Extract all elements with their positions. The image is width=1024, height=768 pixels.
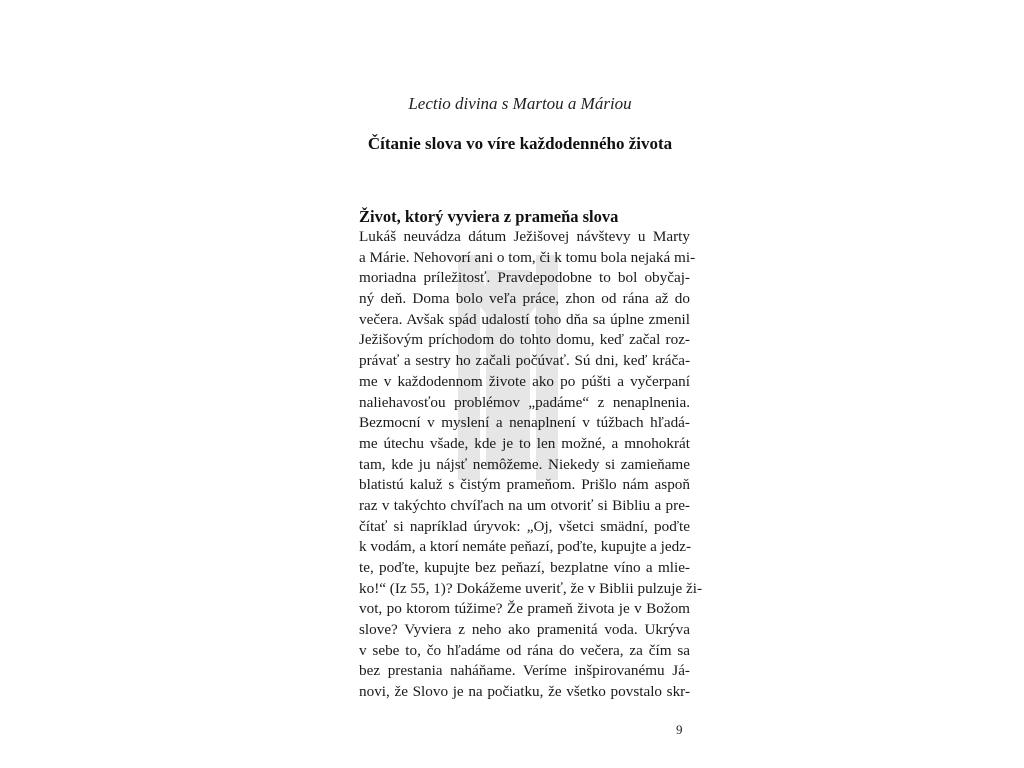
page-number: 9 — [676, 722, 683, 737]
body-paragraph — [359, 227, 703, 703]
text-line: ko!“ (Iz 55, 1)? Dokážeme uveriť, že v Biblii pulzuje ži- — [359, 579, 703, 597]
text-line: moriadna príležitosť. Pravdepodobne to bol obyčaj- — [359, 269, 690, 287]
running-title: Lectio divina s Martou a Máriou — [408, 94, 632, 113]
text-line: ný deň. Doma bolo veľa práce, zhon od rána až do — [359, 290, 690, 308]
section-heading: Život, ktorý vyviera z prameňa slova — [359, 207, 619, 226]
text-line: večera. Avšak spád udalostí toho dňa sa úplne zmenil — [359, 310, 690, 328]
text-line: čítať si napríklad úryvok: „Oj, všetci smädní, poďte — [359, 517, 690, 535]
text-line: právať a sestry ho začali počúvať. Sú dni, keď kráča- — [359, 352, 690, 370]
text-line: novi, že Slovo je na počiatku, že všetko povstalo skr- — [359, 683, 690, 701]
text-line: Ježišovým príchodom do tohto domu, keď začal roz- — [359, 331, 690, 349]
text-line: te, poďte, kupujte bez peňazí, bezplatne víno a mlie- — [359, 559, 690, 576]
chapter-title: Čítanie slova vo víre každodenného života — [367, 134, 673, 153]
text-line: Lukáš neuvádza dátum Ježišovej návštevy u Marty — [359, 228, 690, 245]
text-line: blatistú kaluž s čistým prameňom. Prišlo nám aspoň — [359, 476, 690, 494]
text-line: vot, po ktorom túžime? Že prameň života je v Božom — [359, 600, 690, 618]
text-line: Bezmocní v myslení a nenaplnení v túžbach hľadá- — [359, 414, 690, 432]
text-line: raz v takýchto chvíľach na um otvoriť si Bibliu a pre- — [359, 496, 690, 514]
text-line: naliehavosťou problémov „padáme“ z nenaplnenia. — [359, 393, 690, 411]
text-line: slove? Vyviera z neho ako pramenitá voda. Ukrýva — [359, 621, 690, 639]
text-line: k vodám, a ktorí nemáte peňazí, poďte, kupujte a jedz- — [359, 538, 692, 556]
text-line: me v každodennom živote ako po púšti a vyčerpaní — [359, 372, 690, 390]
text-line: bez prestania naháňame. Veríme inšpirovanému Já- — [359, 662, 690, 680]
text-line: a Márie. Nehovorí ani o tom, či k tomu bola nejaká mi- — [359, 248, 696, 266]
text-line: me útechu všade, kde je to len možné, a mnohokrát — [359, 434, 690, 452]
text-line: v sebe to, čo hľadáme od rána do večera, za čím sa — [359, 641, 690, 659]
text-line: tam, kde ju nájsť nemôžeme. Niekedy si zamieňame — [359, 455, 690, 473]
